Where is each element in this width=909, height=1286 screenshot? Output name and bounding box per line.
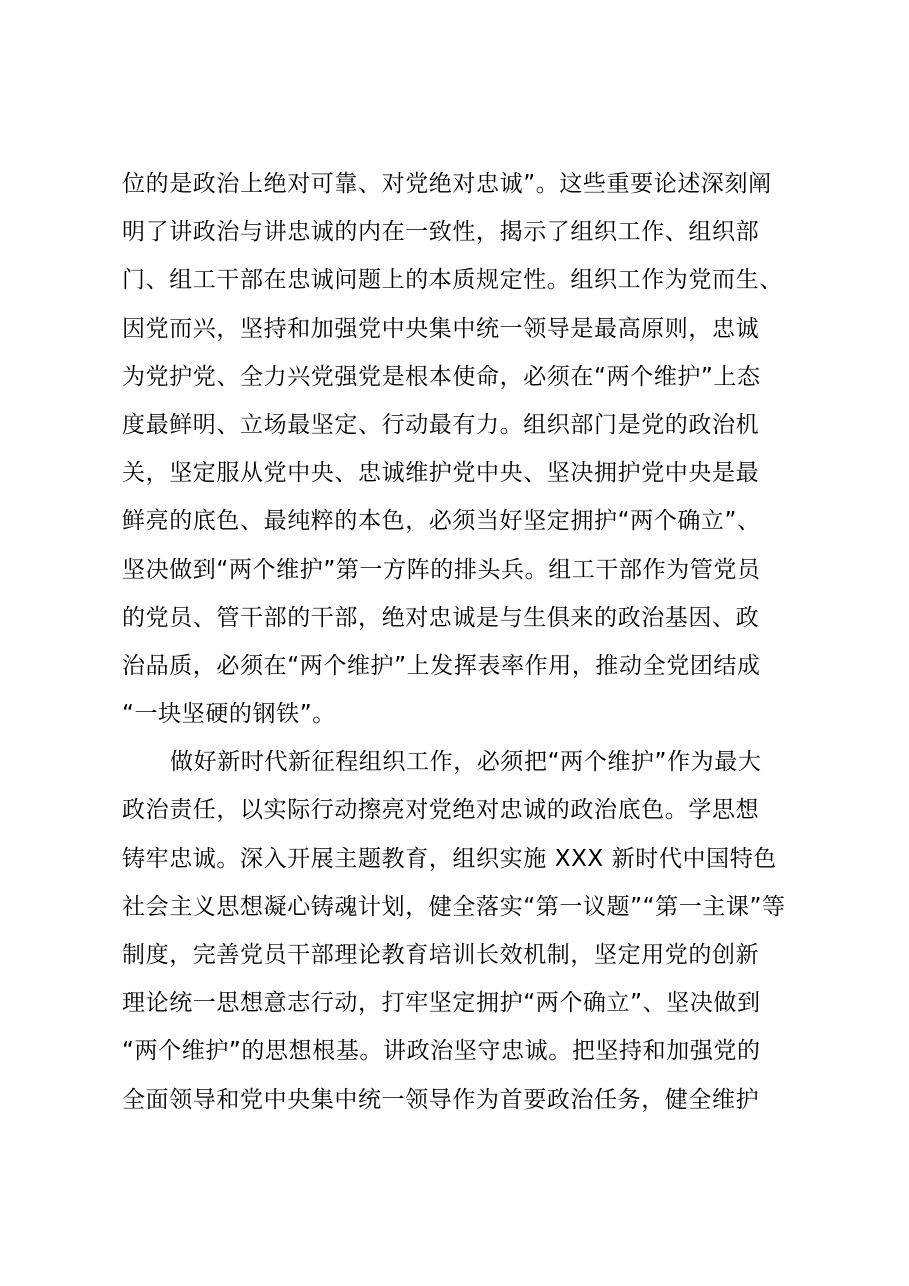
text-line: 明了讲政治与讲忠诚的内在一致性，揭示了组织工作、组织部: [122, 219, 760, 246]
text-line: 全面领导和党中央集中统一领导作为首要政治任务，健全维护: [122, 1086, 760, 1113]
text-line: 为党护党、全力兴党强党是根本使命，必须在“两个维护”上态: [122, 363, 761, 390]
text-line: “一块坚硬的钢铁”。: [122, 701, 336, 728]
text-line: 铸牢忠诚。深入开展主题教育，组织实施 XXX 新时代中国特色: [122, 845, 777, 872]
text-line: 坚决做到“两个维护”第一方阵的排头兵。组工干部作为管党员: [122, 556, 761, 583]
text-line: 理论统一思想意志行动，打牢坚定拥护“两个确立”、坚决做到: [122, 990, 761, 1017]
text-line: 位的是政治上绝对可靠、对党绝对忠诚”。这些重要论述深刻阐: [122, 171, 772, 197]
body-text: [122, 160, 812, 1124]
text-line: 度最鲜明、立场最坚定、行动最有力。组织部门是党的政治机: [122, 411, 760, 438]
text-line: 的党员、管干部的干部，绝对忠诚是与生俱来的政治基因、政: [122, 604, 760, 631]
text-line: “两个维护”的思想根基。讲政治坚守忠诚。把坚持和加强党的: [122, 1038, 761, 1065]
text-line: 鲜亮的底色、最纯粹的本色，必须当好坚定拥护“两个确立”、: [122, 508, 761, 535]
text-line: 关，坚定服从党中央、忠诚维护党中央、坚决拥护党中央是最: [122, 460, 760, 487]
paragraph-start-line: 做好新时代新征程组织工作，必须把“两个维护”作为最大: [170, 749, 762, 776]
text-line: 社会主义思想凝心铸魂计划，健全落实“第一议题”“第一主课”等: [122, 893, 786, 920]
text-line: 因党而兴，坚持和加强党中央集中统一领导是最高原则，忠诚: [122, 315, 760, 342]
text-line: 制度，完善党员干部理论教育培训长效机制，坚定用党的创新: [122, 942, 760, 968]
text-line: 政治责任，以实际行动擦亮对党绝对忠诚的政治底色。学思想: [122, 797, 760, 824]
text-line: 治品质，必须在“两个维护”上发挥表率作用，推动全党团结成: [122, 652, 761, 679]
text-line: 门、组工干部在忠诚问题上的本质规定性。组织工作为党而生、: [122, 267, 783, 294]
